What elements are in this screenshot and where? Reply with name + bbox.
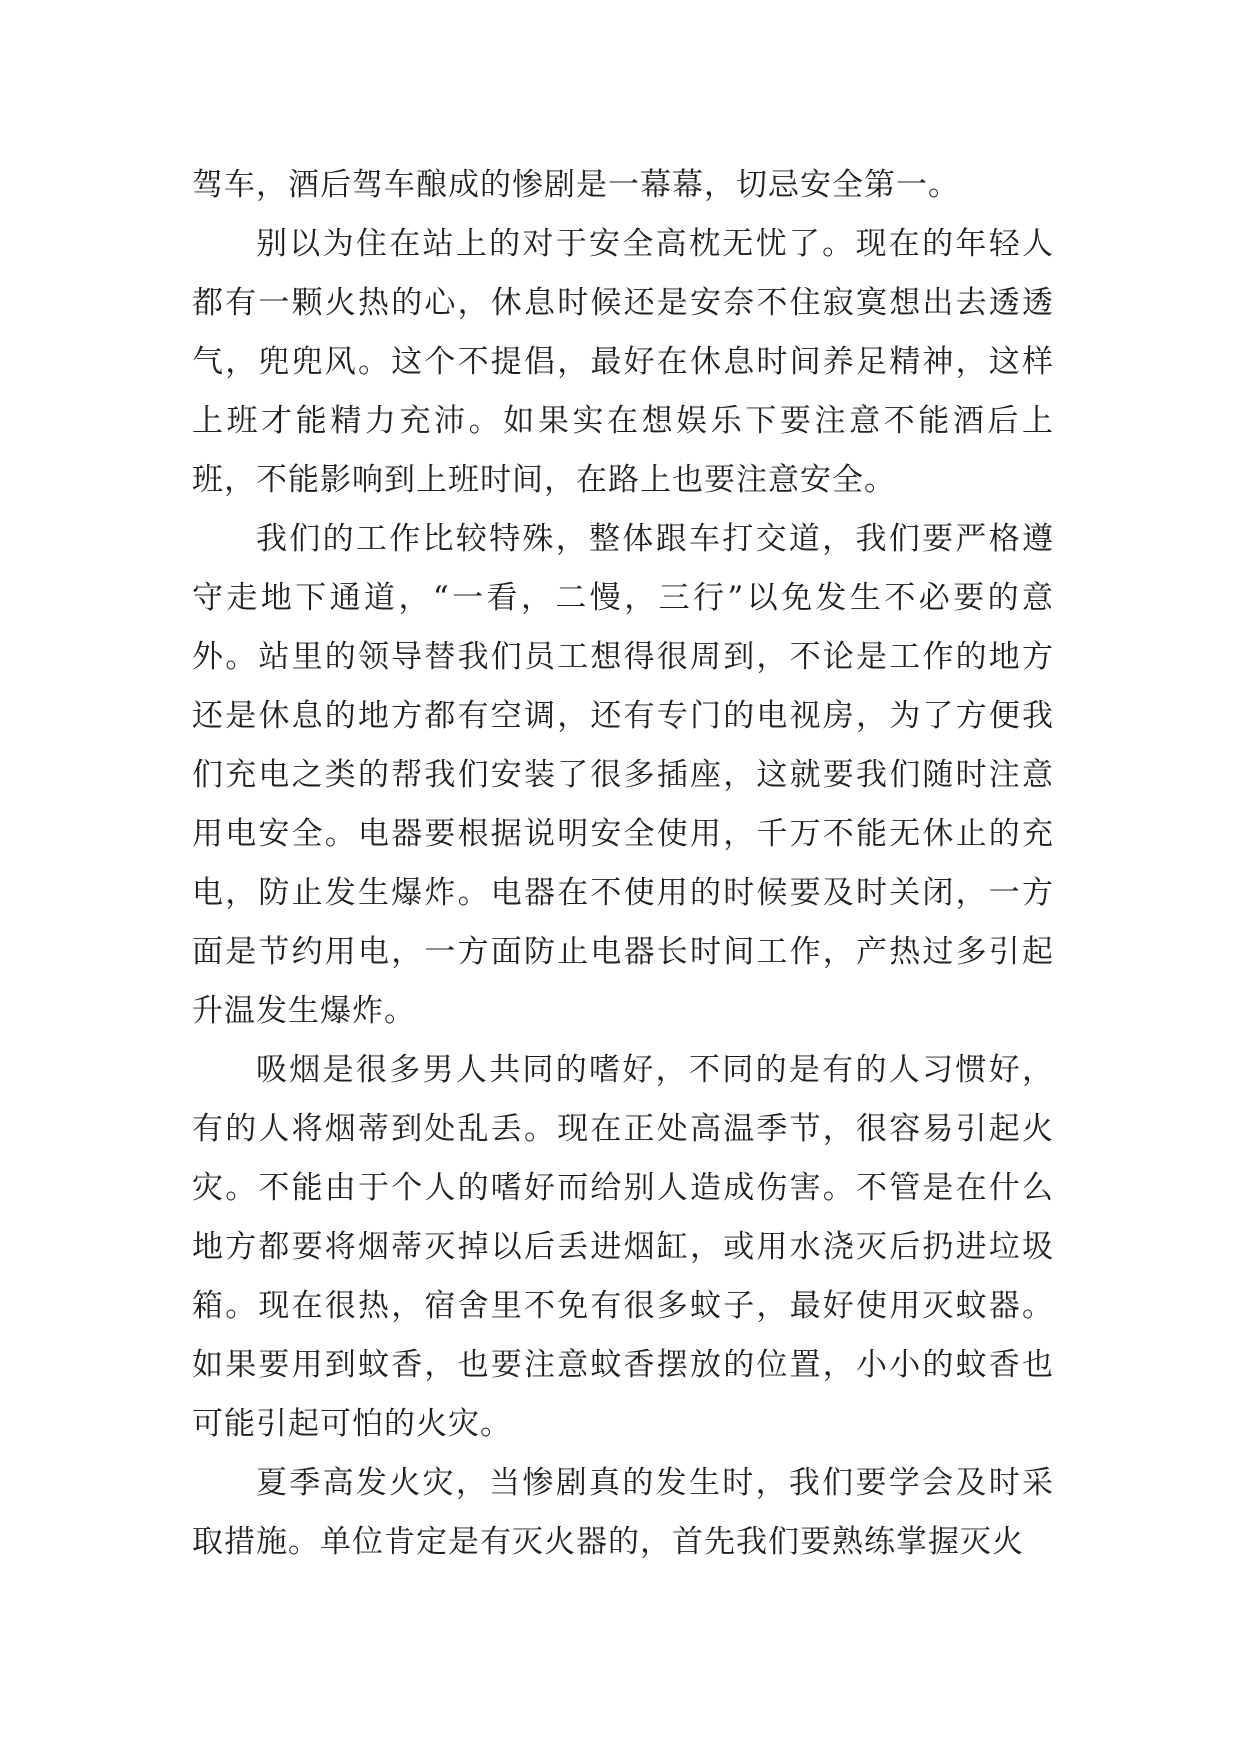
paragraph-4: 吸烟是很多男人共同的嗜好，不同的是有的人习惯好，有的人将烟蒂到处乱丢。现在正处高温季节，很容易引起火灾。不能由于个人的嗜好而给别人造成伤害。不管是在什么地方都要将烟蒂灭掉以后丢进烟缸，或用水浇灭后扔进垃圾箱。现在很热，宿舍里不免有很多蚊子，最好使用灭蚊器。如果要用到蚊香，也要注意蚊香摆放的位置，小小的蚊香也可能引起可怕的火灾。: [192, 1052, 1054, 1442]
paragraph-5: 夏季高发火灾，当惨剧真的发生时，我们要学会及时采取措施。单位肯定是有灭火器的，首先我们要熟练掌握灭火: [192, 1465, 1054, 1560]
paragraph-3: 我们的工作比较特殊，整体跟车打交道，我们要严格遵守走地下通道，“一看，二慢，三行”以免发生不必要的意外。站里的领导替我们员工想得很周到，不论是工作的地方还是休息的地方都有空调，还有专门的电视房，为了方便我们充电之类的帮我们安装了很多插座，这就要我们随时注意用电安全。电器要根据说明安全使用，千万不能无休止的充电，防止发生爆炸。电器在不使用的时候要及时关闭，一方面是节约用电，一方面防止电器长时间工作，产热过多引起升温发生爆炸。: [192, 521, 1054, 1029]
paragraph-1: 驾车，酒后驾车酿成的惨剧是一幕幕，切忌安全第一。: [192, 167, 960, 203]
document-body: [192, 156, 1054, 1572]
paragraph-2: 别以为住在站上的对于安全高枕无忧了。现在的年轻人都有一颗火热的心，休息时候还是安奈不住寂寞想出去透透气，兜兜风。这个不提倡，最好在休息时间养足精神，这样上班才能精力充沛。如果实在想娱乐下要注意不能酒后上班，不能影响到上班时间，在路上也要注意安全。: [192, 226, 1054, 498]
